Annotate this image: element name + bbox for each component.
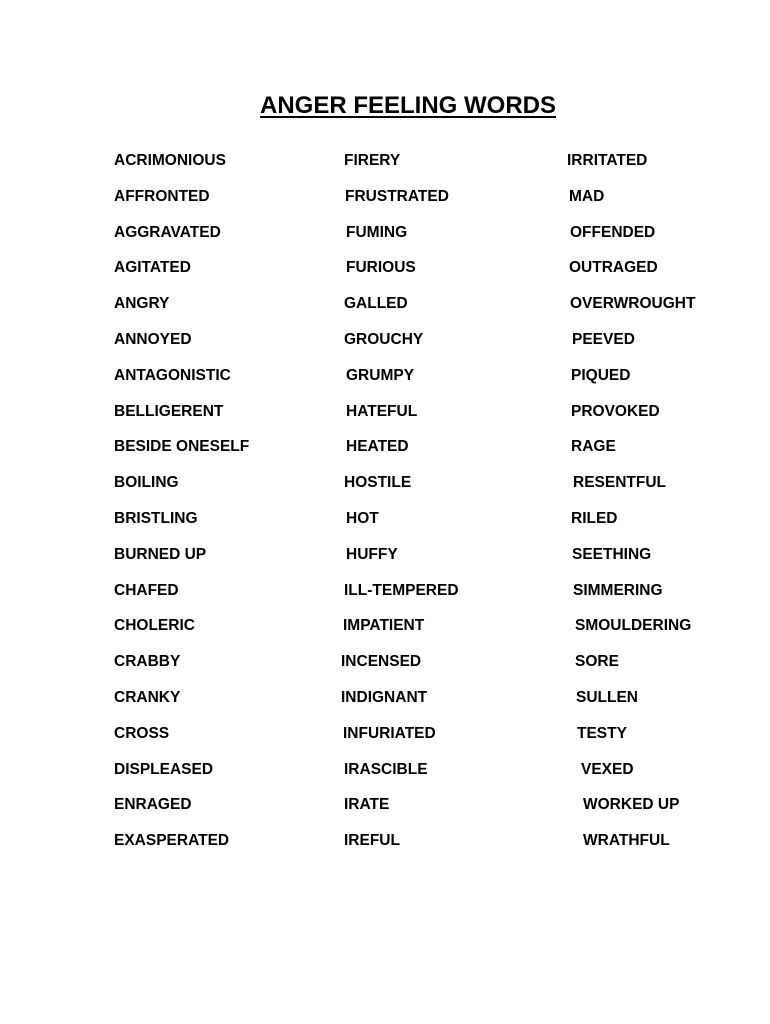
- word-col3-row14: SMOULDERING: [575, 617, 692, 635]
- page-title: ANGER FEELING WORDS: [259, 92, 556, 119]
- word-col2-row15: INCENSED: [341, 653, 422, 671]
- word-col1-row9: BESIDE ONESELF: [114, 438, 250, 456]
- word-col2-row10: HOSTILE: [344, 474, 412, 492]
- word-col2-row8: HATEFUL: [346, 402, 418, 420]
- word-col3-row6: PEEVED: [572, 331, 635, 348]
- word-col3-row2: MAD: [569, 187, 605, 205]
- word-col1-row20: EXASPERATED: [114, 832, 230, 850]
- word-col2-row6: GROUCHY: [344, 331, 424, 348]
- word-col3-row13: SIMMERING: [573, 581, 663, 599]
- word-col3-row3: OFFENDED: [570, 223, 656, 241]
- word-col2-row20: IREFUL: [344, 832, 400, 850]
- word-col1-row4: AGITATED: [114, 259, 191, 277]
- word-col2-row11: HOT: [346, 510, 379, 527]
- word-col3-row9: RAGE: [571, 438, 616, 456]
- word-col1-row7: ANTAGONISTIC: [114, 366, 231, 384]
- word-col3-row12: SEETHING: [572, 545, 652, 563]
- word-col2-row7: GRUMPY: [346, 366, 415, 384]
- word-col3-row20: WRATHFUL: [583, 832, 670, 850]
- word-col1-row12: BURNED UP: [114, 545, 207, 563]
- word-col3-row1: IRRITATED: [567, 152, 648, 169]
- word-col2-row1: FIRERY: [344, 152, 401, 169]
- word-col1-row11: BRISTLING: [114, 510, 198, 527]
- word-col2-row9: HEATED: [346, 438, 409, 456]
- word-col1-row15: CRABBY: [114, 653, 181, 671]
- word-col1-row16: CRANKY: [114, 689, 181, 706]
- word-col1-row14: CHOLERIC: [114, 617, 195, 635]
- word-col1-row19: ENRAGED: [114, 796, 192, 814]
- word-col3-row8: PROVOKED: [571, 402, 660, 420]
- word-col3-row4: OUTRAGED: [569, 259, 658, 277]
- word-col1-row10: BOILING: [114, 474, 179, 492]
- word-col3-row10: RESENTFUL: [573, 474, 666, 492]
- word-col3-row16: SULLEN: [576, 689, 638, 706]
- word-col1-row1: ACRIMONIOUS: [114, 152, 226, 169]
- word-col2-row14: IMPATIENT: [343, 617, 425, 635]
- word-col2-row18: IRASCIBLE: [344, 760, 428, 778]
- word-col3-row15: SORE: [575, 653, 619, 671]
- word-col1-row8: BELLIGERENT: [114, 402, 224, 420]
- word-col1-row5: ANGRY: [114, 295, 170, 313]
- word-col2-row4: FURIOUS: [346, 259, 416, 277]
- word-col2-row3: FUMING: [346, 223, 408, 241]
- word-col2-row17: INFURIATED: [343, 724, 436, 742]
- word-col1-row2: AFFRONTED: [114, 187, 210, 205]
- word-col3-row19: WORKED UP: [583, 796, 680, 814]
- word-col3-row5: OVERWROUGHT: [570, 295, 696, 313]
- word-col3-row7: PIQUED: [571, 366, 631, 384]
- word-col3-row11: RILED: [571, 510, 618, 527]
- word-col3-row17: TESTY: [577, 724, 627, 742]
- word-col2-row5: GALLED: [344, 295, 408, 313]
- word-col2-row12: HUFFY: [346, 545, 398, 563]
- word-col1-row3: AGGRAVATED: [114, 223, 221, 241]
- word-col1-row17: CROSS: [114, 724, 170, 742]
- word-col2-row13: ILL-TEMPERED: [344, 581, 459, 599]
- word-col2-row19: IRATE: [344, 796, 390, 814]
- word-col1-row13: CHAFED: [114, 581, 179, 599]
- word-col1-row18: DISPLEASED: [114, 760, 214, 778]
- word-col3-row18: VEXED: [581, 760, 634, 778]
- word-col1-row6: ANNOYED: [114, 331, 192, 348]
- word-col2-row2: FRUSTRATED: [345, 187, 449, 205]
- word-col2-row16: INDIGNANT: [341, 689, 428, 706]
